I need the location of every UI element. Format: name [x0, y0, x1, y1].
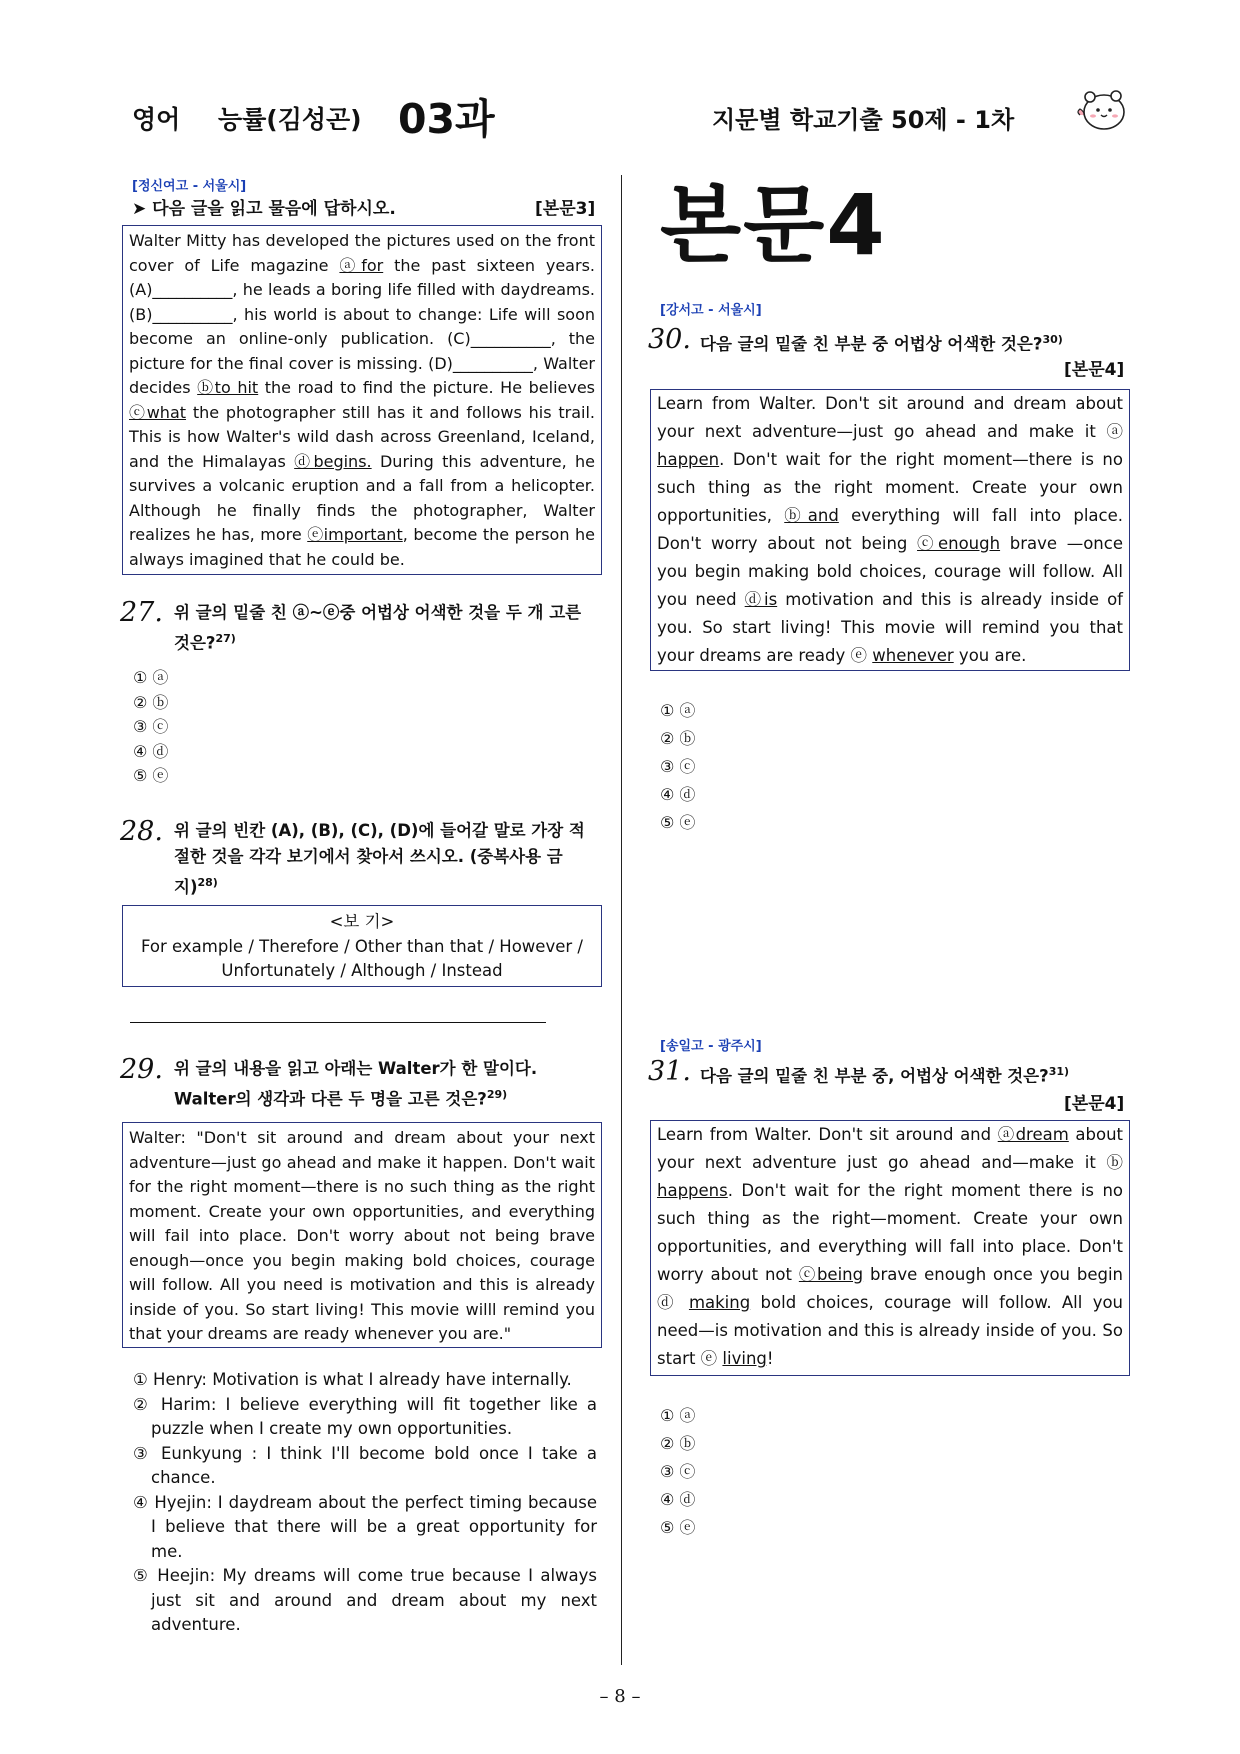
- subject-label: 영어: [132, 105, 181, 134]
- answer-option[interactable]: ③ ⓒ: [660, 757, 696, 776]
- page-number: – 8 –: [599, 1686, 641, 1707]
- question-number: 31.: [648, 1056, 691, 1087]
- answer-option[interactable]: ③ ⓒ: [660, 1462, 696, 1481]
- underlined-phrase: whenever: [872, 646, 954, 665]
- passage-box: [650, 1120, 1130, 1376]
- underlined-phrase: ⓒbeing: [798, 1265, 864, 1284]
- passage-text: brave enough once you begin ⓓ: [657, 1265, 1124, 1312]
- answer-option[interactable]: ③ ⓒ: [133, 717, 169, 736]
- underlined-phrase: ⓒenough: [917, 534, 1001, 553]
- bogi-title: <보 기>: [329, 912, 395, 931]
- passage-box: [650, 389, 1130, 671]
- question-text: 위 글의 밑줄 친 ⓐ~ⓔ중 어법상 어색한 것을 두 개 고른 것은?$^{27)}$: [174, 603, 582, 653]
- answer-option[interactable]: ① ⓐ: [660, 701, 696, 720]
- passage-text: the photographer still has it and follows his trail. This is how Walter's wild dash across Greenland, Iceland, and the Himalayas: [129, 402, 596, 471]
- question-number: 27.: [120, 597, 163, 628]
- bogi-box: [122, 905, 602, 987]
- answer-option[interactable]: ② ⓑ: [660, 1434, 696, 1453]
- bear-mascot-icon: [1074, 85, 1128, 135]
- underlined-phrase: ⓑto hit: [197, 378, 259, 397]
- question-text: 다음 글의 밑줄 친 부분 중 어법상 어색한 것은?$^{30)}$: [700, 333, 1063, 354]
- passage-text: everything will fall into place. Don't worry about not being: [657, 506, 1123, 553]
- lesson-label: 03과: [398, 95, 495, 143]
- column-divider: [621, 175, 622, 1665]
- answer-choice[interactable]: ② Harim: I believe everything will fit together like a puzzle when I create my own opportunities.: [133, 1394, 597, 1438]
- answer-option[interactable]: ⑤ ⓔ: [133, 766, 169, 785]
- passage-tag: [본문4]: [1064, 1094, 1125, 1114]
- source-label: [정신여고 - 서울시]: [132, 179, 247, 194]
- choice-list[interactable]: [133, 1368, 597, 1638]
- underlined-phrase: happens: [657, 1181, 728, 1200]
- question-text: 다음 글의 밑줄 친 부분 중, 어법상 어색한 것은?$^{31)}$: [700, 1065, 1070, 1086]
- question-text: 위 글의 빈칸 (A), (B), (C), (D)에 들어갈 말로 가장 적절한 것을 각각 보기에서 찾아서 쓰시오. (중복사용 금지)$^{28)}$: [174, 821, 585, 897]
- question-text: 위 글의 내용을 읽고 아래는 Walter가 한 말이다. Walter의 생각과 다른 두 명을 고른 것은?$^{29)}$: [174, 1059, 538, 1109]
- underlined-phrase: living: [722, 1349, 767, 1368]
- passage-text: !: [766, 1349, 774, 1368]
- instruction: ➤ 다음 글을 읽고 물음에 답하시오.: [132, 199, 396, 219]
- underlined-phrase: ⓔimportant: [307, 525, 403, 544]
- underlined-phrase: ⓑand: [784, 506, 839, 525]
- option-list[interactable]: [660, 697, 695, 837]
- answer-option[interactable]: ② ⓑ: [133, 692, 169, 712]
- answer-option[interactable]: ② ⓑ: [660, 729, 696, 748]
- underlined-phrase: making: [688, 1293, 751, 1312]
- passage-box: [122, 225, 602, 575]
- passage-text: , become the person he always imagined that he could be.: [129, 525, 595, 569]
- passage-text: motivation and this is already inside of you. So start living! This movie will remind you that your dreams are ready ⓔ: [657, 590, 1123, 665]
- passage-text: about your next adventure just go ahead and—make it ⓑ: [657, 1125, 1123, 1172]
- passage-text: you are.: [953, 646, 1027, 665]
- underlined-phrase: ⓒwhat: [129, 402, 187, 422]
- school-label: 능률(김성곤): [218, 105, 362, 134]
- answer-line[interactable]: [130, 1022, 546, 1023]
- source-label: [강서고 - 서울시]: [660, 303, 762, 318]
- question-number: 30.: [648, 324, 691, 355]
- passage-text: . Don't wait for the right moment there is no such thing as the right—moment. Create your own opportunities, and everything will fall into place. Don't worry about not: [657, 1181, 1123, 1284]
- answer-choice[interactable]: ④ Hyejin: I daydream about the perfect timing because I believe that there will be a great opportunity for me.: [133, 1492, 597, 1561]
- passage-text: brave —once you begin making bold choices, courage will follow. All you need: [657, 534, 1123, 609]
- option-list[interactable]: [660, 1402, 695, 1542]
- answer-choice[interactable]: ③ Eunkyung : I think I'll become bold once I take a chance.: [133, 1443, 597, 1487]
- source-label: [송일고 - 광주시]: [660, 1039, 762, 1054]
- passage-text: Walter Mitty has developed the pictures used on the front cover of Life magazine: [129, 231, 595, 275]
- underlined-phrase: ⓐdream: [997, 1125, 1069, 1144]
- passage-text: Learn from Walter. Don't sit around and dream about your next adventure—just go ahead and make it ⓐ: [657, 394, 1123, 441]
- answer-choice[interactable]: ① Henry: Motivation is what I already have internally.: [133, 1370, 572, 1389]
- passage-tag: [본문3]: [535, 199, 596, 219]
- answer-option[interactable]: ⑤ ⓔ: [660, 1518, 696, 1537]
- underlined-phrase: ⓓbegins.: [294, 451, 372, 471]
- answer-option[interactable]: ④ ⓓ: [133, 741, 169, 761]
- question-number: 28.: [120, 816, 163, 847]
- answer-option[interactable]: ④ ⓓ: [660, 1490, 696, 1509]
- underlined-phrase: happen: [657, 450, 720, 469]
- answer-option[interactable]: ④ ⓓ: [660, 785, 696, 804]
- bogi-line: For example / Therefore / Other than that / However /: [141, 936, 583, 956]
- answer-option[interactable]: ① ⓐ: [133, 668, 169, 687]
- section-title: 본문4: [660, 176, 887, 274]
- passage-text: During this adventure, he survives a volcanic eruption and a fall from a helicopter. Although he finally finds the photographer, Walter realizes he has, more: [129, 451, 596, 544]
- question-number: 29.: [120, 1054, 163, 1085]
- option-list[interactable]: [133, 666, 168, 789]
- passage-box: Walter: "Don't sit around and dream about your next adventure—just go ahead and make it happen. Don't wait for the right moment—there is no such thing as the right moment. Create your own opportunities, and everything will fail into place. Don't worry about not being brave enough—once you begin making bold choices, courage will follow. All you need is motivation and this is already inside of you. So start living! This movie willl remind you that your dreams are ready whenever you are.": [122, 1122, 602, 1348]
- underlined-phrase: ⓐfor: [339, 255, 384, 275]
- passage-text: the road to find the picture. He believes: [258, 378, 596, 397]
- passage-tag: [본문4]: [1064, 360, 1125, 380]
- passage-text: the past sixteen years. (A)__________, he leads a boring life filled with daydreams. (B)__________, his world is about to change: Life will soon become an online-only publication. (C)__________, the picture for the final cover is missing. (D)__________, Walter decides: [129, 255, 595, 397]
- exam-title: 지문별 학교기출 50제 - 1차: [712, 106, 1015, 134]
- answer-choice[interactable]: ⑤ Heejin: My dreams will come true because I always just sit and around and dream about my next adventure.: [133, 1566, 597, 1634]
- answer-option[interactable]: ① ⓐ: [660, 1406, 696, 1425]
- passage-text: Learn from Walter. Don't sit around and: [657, 1125, 998, 1144]
- underlined-phrase: ⓓis: [744, 590, 778, 609]
- passage-text: . Don't wait for the right moment—there is no such thing as the right moment. Create your own opportunities,: [657, 450, 1123, 525]
- answer-option[interactable]: ⑤ ⓔ: [660, 813, 696, 832]
- passage-text: bold choices, courage will follow. All you need—is motivation and this is already inside of you. So start ⓔ: [657, 1293, 1124, 1368]
- bogi-line: Unfortunately / Although / Instead: [221, 961, 503, 980]
